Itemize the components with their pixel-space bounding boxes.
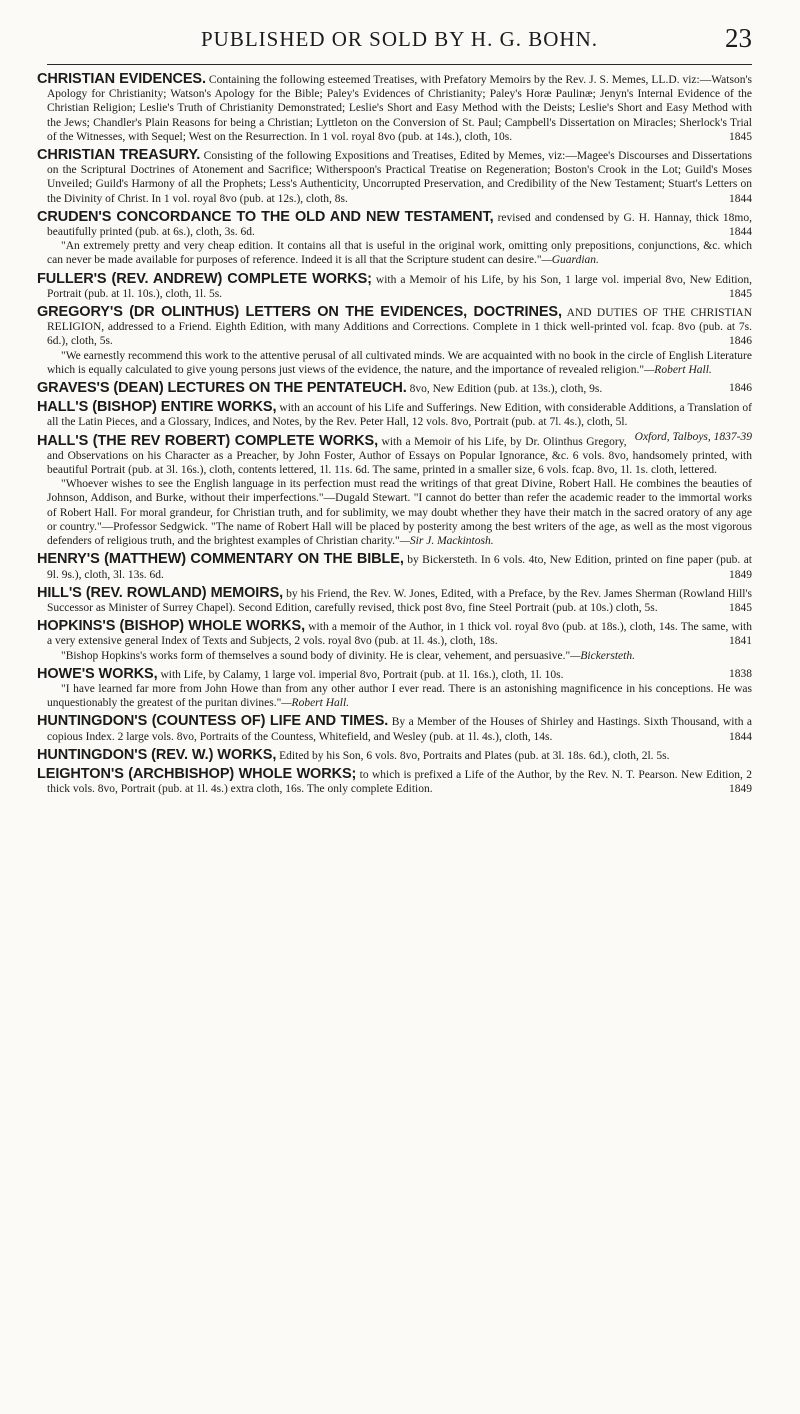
entry-quote: "Bishop Hopkins's works form of themselves a sound body of divinity. He is clear, vehement, and persuasive."—Bickersteth. <box>61 649 635 662</box>
entry-year: 1845 <box>729 130 752 143</box>
entry-body: by Bickersteth. In 6 vols. 4to, New Edition, printed on fine paper (pub. at 9l. 9s.), cloth, 3l. 13s. 6d. <box>47 554 753 581</box>
entry-body: with an account of his Life and Sufferings. New Edition, with considerable Additions, a Translation of all the Latin Pieces, and a Glossary, Indices, and Notes, by the Rev. Peter Hall, 12 vols. 8vo, Portrait (pub. at 7l. 4s.), cloth, 5l. <box>47 402 753 429</box>
catalogue-entry <box>37 304 753 377</box>
entry-heading: FULLER'S (REV. ANDREW) COMPLETE WORKS; <box>37 270 372 287</box>
quote-attribution: —Robert Hall. <box>644 363 712 376</box>
entry-heading: HOPKINS'S (BISHOP) WHOLE WORKS, <box>37 618 306 635</box>
catalogue-entry <box>37 71 752 144</box>
entry-heading: CRUDEN'S CONCORDANCE TO THE OLD AND NEW TESTAMENT, <box>37 208 494 225</box>
quote-attribution: —Bickersteth. <box>570 649 635 662</box>
entry-quote: "An extremely pretty and very cheap edition. It contains all that is useful in the original work, omitting only prepositions, conjunctions, &c. which can never be made available for purposes of reference. Indeed it is all that the Scripture student can desire."—Guardian. <box>47 240 752 267</box>
entry-imprint: Oxford, Talboys, 1837-39 <box>634 430 752 443</box>
entry-year: 1844 <box>729 226 752 239</box>
entry-heading: HOWE'S WORKS, <box>37 665 158 682</box>
catalogue-entry <box>37 551 753 581</box>
entry-heading: HILL'S (REV. ROWLAND) MEMOIRS, <box>37 584 284 601</box>
entry-heading: GRAVES'S (DEAN) LECTURES ON THE PENTATEUCH. <box>37 380 407 397</box>
entry-body: 8vo, New Edition (pub. at 13s.), cloth, 9s. <box>409 383 603 396</box>
entry-body: to which is prefixed a Life of the Author, by the Rev. N. T. Pearson. New Edition, 2 thick vols. 8vo, Portrait (pub. at 1l. 4s.) extra cloth, 16s. The only complete Edition. <box>47 768 752 796</box>
entry-heading: HUNTINGDON'S (COUNTESS OF) LIFE AND TIMES. <box>37 713 389 730</box>
catalogue-entry <box>37 380 752 397</box>
catalogue-entry <box>37 746 752 763</box>
entry-body: with a Memoir of his Life, by his Son, 1 large vol. imperial 8vo, New Edition, Portrait (pub. at 1l. 10s.), cloth, 1l. 5s. <box>47 273 753 300</box>
running-head <box>47 20 752 60</box>
entry-body: Edited by his Son, 6 vols. 8vo, Portraits and Plates (pub. at 3l. 18s. 6d.), cloth, 2l. 5s. <box>279 749 670 762</box>
entry-body: revised and condensed by G. H. Hannay, thick 18mo, beautifully printed (pub. at 6s.), cloth, 3s. 6d. <box>47 211 752 239</box>
entry-year: 1841 <box>729 635 752 648</box>
entry-body: By a Member of the Houses of Shirley and Hastings. Sixth Thousand, with a copious Index. 2 large vols. 8vo, Portraits of the Countess, Whitefield, and Wesley (pub. at 1l. 4s.), cloth, 14s. <box>47 716 753 743</box>
entry-heading: GREGORY'S (DR OLINTHUS) LETTERS ON THE EVIDENCES, DOCTRINES, <box>37 304 562 321</box>
entry-year: 1849 <box>729 568 752 581</box>
entry-year: 1849 <box>729 783 752 796</box>
entry-year: 1844 <box>729 730 752 743</box>
running-title: PUBLISHED OR SOLD BY H. G. BOHN. <box>201 27 598 51</box>
page-number: 23 <box>725 23 752 53</box>
entry-body: with a Memoir of his Life, by Dr. Olinthus Gregory, and Observations on his Character as a Preacher, by John Foster, Author of Essays on Popular Ignorance, &c. 6 vols. 8vo, handsomely printed, with beautiful Portrait (pub. at 3l. 16s.), cloth, contents lettered, 1l. 11s. 6d. The same, printed in a smaller size, 6 vols. fcap. 8vo, 1l. 1s. cloth, lettered. <box>47 435 752 477</box>
entry-heading: LEIGHTON'S (ARCHBISHOP) WHOLE WORKS; <box>37 765 357 782</box>
entry-heading: HALL'S (BISHOP) ENTIRE WORKS, <box>37 399 277 416</box>
quote-attribution: —Guardian. <box>541 254 599 267</box>
entry-year: 1846 <box>729 335 752 348</box>
entry-body: Containing the following esteemed Treatises, with Prefatory Memoirs by the Rev. J. S. Memes, LL.D. viz:—Watson's Apology for Christianity; Watson's Apology for the Bible; Paley's Evidences of Christianity; Paley's Horæ Paulinæ; Jenyn's Internal Evidence of the Christian Religion; Leslie's Truth of Christianity Demonstrated; Leslie's Short and Easy Method with the Deists; Leslie's Short and Easy Method with the Jews; Chandler's Plain Reasons for being a Christian; Lyttleton on the Conversion of St. Paul; Campbell's Dissertation on Miracles; Sherlock's Trial of the Witnesses, with Sequel; West on the Resurrection. In 1 vol. royal 8vo (pub. at 14s.), cloth, 10s. <box>47 74 752 143</box>
entry-body: AND DUTIES OF THE CHRISTIAN RELIGION, addressed to a Friend. Eighth Edition, with many Additions and Corrections. Complete in 1 thick well-printed vol. fcap. 8vo (pub. at 7s. 6d.), cloth, 5s. <box>47 307 753 348</box>
entry-body: with Life, by Calamy, 1 large vol. imperial 8vo, Portrait (pub. at 1l. 16s.), cloth, 1l. 10s. <box>160 668 564 681</box>
catalogue-entry <box>37 765 752 796</box>
entry-year: 1838 <box>729 667 752 680</box>
catalogue-entry <box>37 584 753 615</box>
entry-heading: CHRISTIAN EVIDENCES. <box>37 71 206 87</box>
header-rule <box>47 64 752 65</box>
quote-attribution: —Sir J. Mackintosh. <box>399 535 494 548</box>
entry-body: by his Friend, the Rev. W. Jones, Edited, with a Preface, by the Rev. James Sherman (Rowland Hill's Successor as Minister of Surrey Chapel). Second Edition, carefully revised, thick post 8vo, fine Steel Portrait (pub. at 10s.) cloth, 5s. <box>47 587 753 614</box>
entry-year: 1845 <box>729 287 752 300</box>
entry-heading: HALL'S (THE REV ROBERT) COMPLETE WORKS, <box>37 432 379 449</box>
entry-quote: "We earnestly recommend this work to the attentive perusal of all cultivated minds. We are acquainted with no book in the circle of English Literature which is equally calculated to give young persons just views of the evidence, the nature, and the importance of revealed religion."—Robert Hall. <box>47 349 752 376</box>
catalogue-entry <box>37 713 753 743</box>
entry-body: with a memoir of the Author, in 1 thick vol. royal 8vo (pub. at 18s.), cloth, 14s. The same, with a very extensive general Index of Texts and Subjects, 2 vols. royal 8vo (pub. at 1l. 4s.), cloth, 18s. <box>47 621 752 648</box>
entry-year: 1845 <box>729 601 752 614</box>
catalogue-entry <box>37 270 753 301</box>
catalogue-entry <box>37 208 752 268</box>
entry-heading: CHRISTIAN TREASURY. <box>37 147 201 164</box>
quote-attribution: —Robert Hall. <box>281 697 350 710</box>
entry-heading: HUNTINGDON'S (REV. W.) WORKS, <box>37 746 277 763</box>
catalogue-entry <box>37 147 753 206</box>
entry-heading: HENRY'S (MATTHEW) COMMENTARY ON THE BIBLE, <box>37 551 404 568</box>
catalogue-entry <box>37 618 752 663</box>
entry-year: 1846 <box>729 382 752 395</box>
entry-quote: "I have learned far more from John Howe than from any other author I ever read. There is an astonishing magnificence in his conceptions. He was unquestionably the greatest of the puritan divines."—Robert Hall. <box>47 682 752 710</box>
entry-year: 1844 <box>729 192 752 205</box>
catalogue-entry <box>37 432 752 549</box>
catalogue-entry <box>37 665 752 711</box>
entry-quote: "Whoever wishes to see the English language in its perfection must read the writings of that great Divine, Robert Hall. He combines the beauties of Johnson, Addison, and Burke, without their imperfections."—Dugald Stewart. "I cannot do better than refer the academic reader to the immortal works of Robert Hall. For moral grandeur, for Christian truth, and for sublimity, we may doubt whether they have their match in the sacred oratory of any age or country."—Professor Sedgwick. "The name of Robert Hall will be placed by posterity among the best writers of the age, as well as the most vigorous defenders of religious truth, and the brightest examples of Christian charity."—Sir J. Mackintosh. <box>47 478 752 548</box>
entry-body: Consisting of the following Expositions and Treatises, Edited by Memes, viz:—Magee's Discourses and Dissertations on the Scriptural Doctrines of Atonement and Sacrifice; Witherspoon's Practical Treatise on Regeneration; Boston's Crook in the Lot; Guild's Moses Unveiled; Guild's Harmony of all the Prophets; Less's Authenticity, Uncorrupted Preservation, and Credibility of the New Testament; Stuart's Letters on the Divinity of Christ. In 1 vol. royal 8vo (pub. at 12s.), cloth, 8s. <box>47 150 753 205</box>
catalogue-entries <box>37 71 753 800</box>
